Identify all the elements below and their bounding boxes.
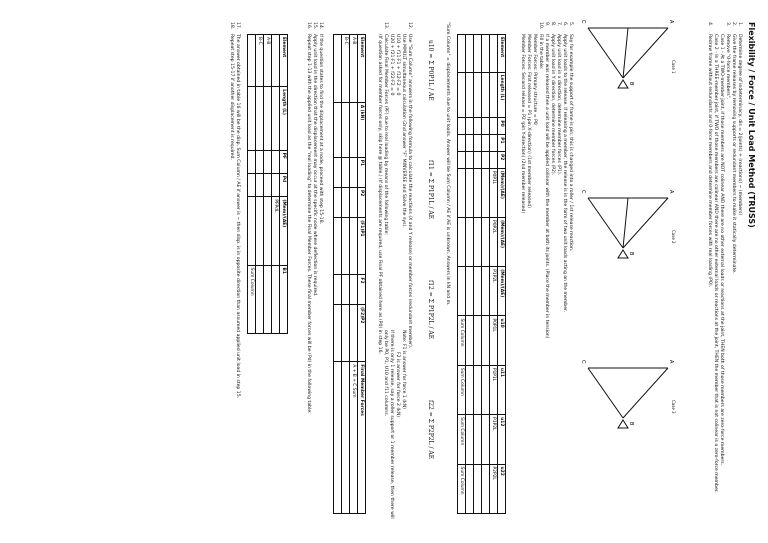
main-table: [457, 34, 506, 514]
svg-text:C: C: [580, 360, 586, 364]
step-item: 16.Repeat step 1-13 with the applied unit load as the "real loading" to determine the Final Member Forces. These final member forces will be (Pd) in the following table:: [306, 22, 311, 414]
svg-text:C: C: [580, 190, 586, 194]
step-item: U20 + f21·F1 + f22·F2 = 0: [389, 34, 394, 96]
column-header: u11: [498, 365, 506, 414]
truss-diagram-1: [580, 20, 674, 88]
step-item: 14.If the question states to find the displacement at a node, proceed with step 15-18.: [318, 22, 323, 225]
step-item: 7.Apply unit load in x direction, determine member forces (P1).: [556, 22, 561, 176]
column-header: u12: [498, 415, 506, 464]
note-right: [382, 330, 406, 520]
case-label: Case 3: [671, 400, 676, 414]
step-item: (If question asked for member forces only, skip here @ table.) (If displacements are required, use Final PF obtained here as (P0) in step 16.: [377, 34, 382, 354]
step-item: Case 1 - At a TWO-member joint, if those members are NOT colinear AND there are no other external loads or reactions at the joint, THEN both of those members are zero-force members.: [719, 34, 724, 466]
page-title: Flexibility / Force / Unit Load Method (TRUSS): [747, 22, 756, 228]
column-header: u22: [498, 464, 506, 513]
sum-note: "Sum Column" = displacements due to unit loads. Answer will be Sum Column / AE if AE is unknown. Answers in kN and m.: [445, 22, 450, 306]
note-line: F2 is answer for force 2 (kN): [395, 352, 400, 418]
steps-low: [376, 22, 412, 354]
table-subheader-row: P0P1L P0P2L P1P2L P0P1L P1P1L P1P2L P2P2L: [490, 35, 498, 514]
formula-f12: f12 = Σ P1P2L / AE: [427, 280, 434, 340]
svg-text:B: B: [628, 422, 634, 426]
table-row: Sum Column: [248, 35, 256, 334]
table-row: [334, 35, 342, 514]
column-header: P2: [498, 152, 506, 169]
step-item: 2.Give the frame releases by removing supports or redundant members to make it statically determinate.: [731, 22, 736, 274]
column-header: (Mem)/(AE): [498, 218, 506, 267]
step-item: 10.Fill in the table:: [538, 22, 543, 70]
truss-case-diagrams: [578, 18, 678, 528]
table-header-row: Element Length (L) PF Pd (Mem)/(AE) B1: [280, 35, 288, 334]
step-item: 6.Apply unit loads to the release. If releasing a member, the release is in the form of two unit loads acting on the member.: [562, 22, 567, 312]
displacement-table: [247, 34, 288, 334]
note-line: Note: F1 is answer for force 1 (kN): [401, 330, 406, 409]
table-row: A-B A + B + C Sum: [350, 35, 358, 514]
step-item: 4.Redraw frame without redundants and 0-force members and determine member forces with real loading (P0).: [707, 22, 712, 288]
step-item: 9.If a member was released then a unit load will be applied colinear with the member at both its joints. (Place the member in tension): [544, 22, 549, 339]
svg-text:A: A: [668, 190, 674, 194]
step-item: Use MMULT simultaneous calculation (2nd answer "F" MINVERSE and Solve the sys).: [401, 34, 406, 228]
step-item: 1.Determine degree of indeterminacy, dis = 2(joints) + (reactions) − (members): [737, 22, 742, 216]
table-row: [482, 35, 490, 514]
steps-mid: [519, 22, 573, 338]
step-item: 12.Use "Sum Column" answers in the following formula to calculate the reactions (X and Y release) or member forces (redundant member).: [407, 22, 412, 349]
forces-note: Member Forces: Second release = P2 (pin Y-direction) (2nd member released): [520, 34, 525, 214]
truss-diagram-3: [580, 360, 674, 428]
table-subheader-row: PFPdL: [272, 35, 280, 334]
table-row: [474, 35, 482, 514]
step-item: 13.Calculate Final Member Forces (PF) due to real loading by means of the following table:: [383, 22, 388, 235]
table-footer-row: Sum Column Sum Column Sum Column Sum Column: [458, 35, 466, 514]
table-header-row: Element A (kN) P1 P2 (F1)P1 F2 (F2)P2 Final Member Forces: [358, 35, 366, 514]
formula-f22: f22 = Σ P2P2L / AE: [427, 400, 434, 460]
step-item: 18.Repeat step 15-17 if another displacement is required.: [229, 22, 234, 160]
table-row: [466, 35, 474, 514]
column-header: Element: [498, 35, 506, 73]
table-row: B-C: [256, 35, 264, 334]
step-item: 8.Apply unit load in Y direction, determine member forces (P2).: [550, 22, 555, 176]
column-header: u10: [498, 316, 506, 365]
forces-note: Member Forces: First released = P1 (pin X-direction) (1st member released): [526, 34, 531, 208]
column-header: (Mem)/(AE): [498, 267, 506, 316]
svg-text:C: C: [580, 20, 586, 24]
truss-diagram-2: [580, 190, 674, 258]
steps-final: [228, 22, 240, 398]
note-line: If there is only 1 release, say a roller support or 1 member release, then there will only be P0, P1, U10 and f11 columns.: [383, 330, 394, 519]
column-header: Length (L): [498, 72, 506, 118]
table-row: B-C: [342, 35, 350, 514]
column-header: P1: [498, 135, 506, 152]
table-row: A-B: [264, 35, 272, 334]
forces-note: Member Forces: Primary structure = P0: [532, 34, 537, 125]
case-label: Case 1: [671, 60, 676, 74]
formula-f11: f11 = Σ P1P1L / AE: [427, 160, 434, 220]
steps-end: [305, 22, 323, 522]
column-header: (Mem)/(AE): [498, 168, 506, 217]
case-label: Case 2: [671, 230, 676, 244]
svg-text:B: B: [628, 252, 634, 256]
step-item: Case 2 - In a THREE-member joint, if TWO of those members are colinear AND there are no other external loads or reactions at the joint, THEN the member that is not colinear is a zero-force member.: [713, 34, 718, 493]
column-header: P0: [498, 118, 506, 135]
step-item: U10 + f11·F1 + f12·F2 = 0: [395, 34, 400, 96]
formula-u10: u10 = Σ P0P1L / AE: [427, 40, 434, 101]
svg-text:A: A: [668, 20, 674, 24]
step-item: 5.Say for example the support of frame is pin; this is changed into a roller / 1st release reaction.: [568, 22, 573, 252]
svg-text:A: A: [668, 360, 674, 364]
steps-top: [706, 22, 742, 534]
final-forces-table: [333, 34, 366, 514]
step-item: 15.Apply unit load in the direction that the displacement may occur at the specific node where deflection is required.: [312, 22, 317, 297]
step-item: 17.The answer obtained in table 16 will be the disp. Sum Column / AE if answer is − then disp. is in opposite direction than assumed applied unit load in step 15.: [235, 22, 240, 399]
svg-text:B: B: [628, 82, 634, 86]
step-item: 3.Remove "0-force members".: [725, 22, 730, 100]
table-header-row: [498, 35, 506, 514]
